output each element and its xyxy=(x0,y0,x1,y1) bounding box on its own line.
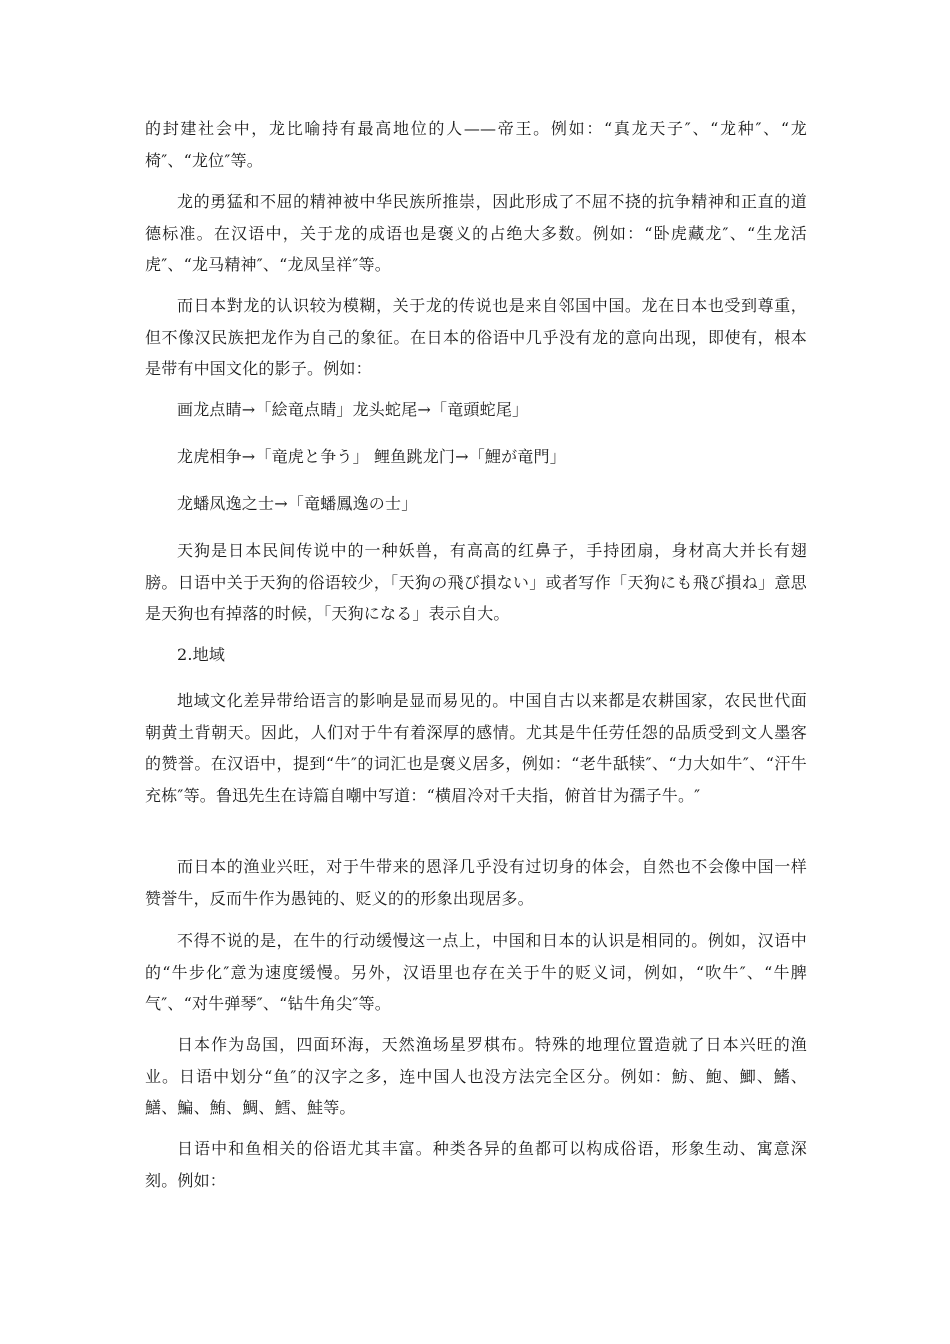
paragraph-2 xyxy=(145,186,807,281)
section-heading xyxy=(145,639,807,671)
paragraph-island-text: 日本作为岛国，四面环海，天然渔场星罗棋布。特殊的地理位置造就了日本兴旺的渔业。日语中划分“鱼″的汉字之多，连中国人也没方法完全区分。例如：魴、鮑、鯽、鰭、鱔、鯿、鮪、鯛、鱈、鮭等。 xyxy=(145,1035,807,1117)
paragraph-2-text: 龙的勇猛和不屈的精神被中华民族所推崇，因此形成了不屈不挠的抗争精神和正直的道德标准。在汉语中，关于龙的成语也是褒义的占绝大多数。例如：“卧虎藏龙″、“生龙活虎″、“龙马精神″、“龙凤呈祥″等。 xyxy=(145,192,807,274)
paragraph-region xyxy=(145,685,807,811)
paragraph-island xyxy=(145,1029,807,1124)
paragraph-region-text: 地域文化差异带给语言的影响是显而易见的。中国自古以来都是农耕国家，农民世代面朝黄土背朝天。因此，人们对于牛有着深厚的感情。尤其是牛任劳任怨的品质受到文人墨客的赞誉。在汉语中，提到“牛″的词汇也是褒义居多，例如：“老牛舐犊″、“力大如牛″、“汗牛充栋″等。鲁迅先生在诗篇自嘲中写道：“横眉冷对千夫指，俯首甘为孺子牛。″ xyxy=(145,691,807,805)
paragraph-cow-text: 不得不说的是，在牛的行动缓慢这一点上，中国和日本的认识是相同的。例如，汉语中的“牛步化″意为速度缓慢。另外，汉语里也存在关于牛的贬义词，例如，“吹牛″、“牛脾气″、“对牛弹琴″、“钻牛角尖″等。 xyxy=(145,931,807,1013)
paragraph-1-text: 的封建社会中，龙比喻持有最高地位的人——帝王。例如：“真龙天子″、“龙种″、“龙椅″、“龙位″等。 xyxy=(145,119,807,170)
example-line-3 xyxy=(145,488,807,520)
example-line-1 xyxy=(145,394,807,426)
example-line-1-text: 画龙点睛→「絵竜点睛」龙头蛇尾→「竜頭蛇尾」 xyxy=(177,400,529,419)
example-line-2 xyxy=(145,441,807,473)
paragraph-1 xyxy=(145,113,807,176)
paragraph-cow xyxy=(145,925,807,1020)
paragraph-fish-idioms-text: 日语中和鱼相关的俗语尤其丰富。种类各异的鱼都可以构成俗语，形象生动、寓意深刻。例如： xyxy=(145,1139,807,1190)
paragraph-3 xyxy=(145,290,807,385)
paragraph-fishery-text: 而日本的渔业兴旺，对于牛带来的恩泽几乎没有过切身的体会，自然也不会像中国一样赞誉牛，反而牛作为愚钝的、贬义的的形象出现居多。 xyxy=(145,857,807,908)
paragraph-fish-idioms xyxy=(145,1133,807,1196)
example-line-3-text: 龙蟠凤逸之士→「竜蟠鳳逸の士」 xyxy=(177,494,418,513)
paragraph-fishery xyxy=(145,851,807,914)
paragraph-3-text: 而日本對龙的认识较为模糊，关于龙的传说也是来自邻国中国。龙在日本也受到尊重，但不像汉民族把龙作为自己的象征。在日本的俗语中几乎没有龙的意向出现，即使有，根本是带有中国文化的影子。例如： xyxy=(145,296,807,378)
paragraph-tengu-text: 天狗是日本民间传说中的一种妖兽，有高高的红鼻子，手持团扇，身材高大并长有翅膀。日语中关于天狗的俗语较少，「天狗の飛び損ない」或者写作「天狗にも飛び損ね」意思是天狗也有掉落的时候，「天狗になる」表示自大。 xyxy=(145,541,807,623)
example-line-2-text: 龙虎相争→「竜虎と争う」 鲤鱼跳龙门→「鯉が竜門」 xyxy=(177,447,566,466)
section-heading-text: 2.地域 xyxy=(177,645,226,664)
paragraph-tengu xyxy=(145,535,807,630)
